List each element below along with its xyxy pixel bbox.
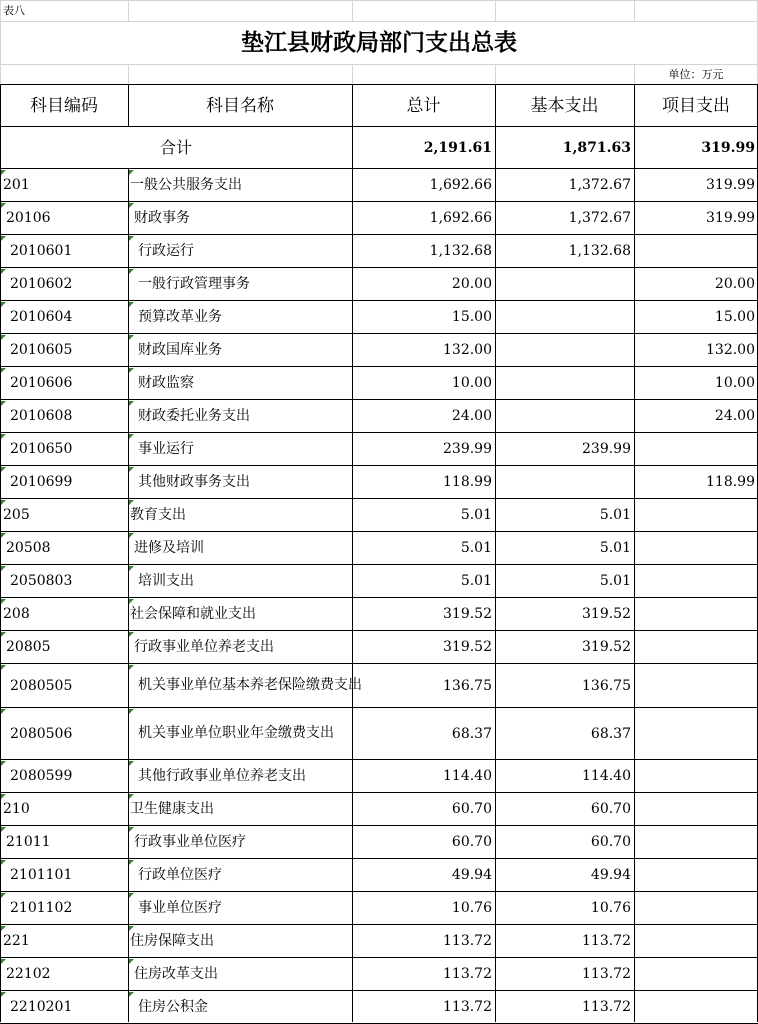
row-basic: 239.99 xyxy=(582,441,631,457)
row-total: 24.00 xyxy=(451,408,492,424)
row-name xyxy=(128,235,362,267)
row-name xyxy=(128,367,362,399)
row-project: 118.99 xyxy=(706,474,755,490)
table-row xyxy=(0,235,758,267)
row-code: 20106 xyxy=(6,210,51,226)
cell-marker-icon xyxy=(129,959,134,964)
row-code: 2101102 xyxy=(10,900,73,916)
row-project: 24.00 xyxy=(714,408,755,424)
cell-marker-icon xyxy=(129,500,134,505)
row-name xyxy=(128,892,362,924)
row-total: 15.00 xyxy=(451,309,492,325)
row-name xyxy=(128,708,362,759)
row-name xyxy=(128,169,354,201)
cell-marker-icon xyxy=(1,236,6,241)
row-project: 15.00 xyxy=(714,309,755,325)
row-name xyxy=(128,859,362,891)
row-basic: 10.76 xyxy=(590,900,631,916)
total-row-project: 319.99 xyxy=(701,140,755,156)
cell-marker-icon xyxy=(129,794,134,799)
row-name xyxy=(128,433,362,465)
table-row xyxy=(0,268,758,300)
table-row xyxy=(0,793,758,825)
row-name-text: 卫生健康支出 xyxy=(130,800,214,817)
row-basic: 5.01 xyxy=(599,573,631,589)
cell-marker-icon xyxy=(1,401,6,406)
row-code: 205 xyxy=(3,507,30,523)
row-code: 2050803 xyxy=(10,573,73,589)
row-project xyxy=(634,958,758,990)
row-code: 2101101 xyxy=(10,867,73,883)
row-code: 221 xyxy=(3,933,30,949)
row-basic xyxy=(495,301,634,333)
row-total: 319.52 xyxy=(443,606,492,622)
row-code: 20508 xyxy=(6,540,51,556)
row-basic xyxy=(495,400,634,432)
table-row xyxy=(0,925,758,957)
row-total: 239.99 xyxy=(443,441,492,457)
row-code: 20805 xyxy=(6,639,51,655)
sheet-note: 表八 xyxy=(3,4,25,17)
row-name xyxy=(128,334,362,366)
row-code: 2010608 xyxy=(10,408,73,424)
row-name xyxy=(128,793,354,825)
row-total: 5.01 xyxy=(460,540,492,556)
cell-marker-icon xyxy=(1,893,6,898)
row-name xyxy=(128,400,362,432)
cell-marker-icon xyxy=(1,599,6,604)
table-row xyxy=(0,499,758,531)
cell-marker-icon xyxy=(129,632,134,637)
row-name-text: 社会保障和就业支出 xyxy=(130,605,256,622)
row-name xyxy=(128,925,354,957)
row-name-text: 事业运行 xyxy=(138,440,194,457)
row-project xyxy=(634,991,758,1023)
row-code: 2010604 xyxy=(10,309,73,325)
cell-marker-icon xyxy=(1,761,6,766)
table-row xyxy=(0,301,758,333)
cell-marker-icon xyxy=(129,665,134,670)
cell-marker-icon xyxy=(1,203,6,208)
cell-marker-icon xyxy=(129,926,134,931)
row-name-text: 住房保障支出 xyxy=(130,932,214,949)
row-project xyxy=(634,760,758,792)
row-total: 60.70 xyxy=(451,801,492,817)
table-row xyxy=(0,760,758,792)
cell-marker-icon xyxy=(129,860,134,865)
table-row xyxy=(0,826,758,858)
row-name-text: 财政监察 xyxy=(138,374,194,391)
row-total: 136.75 xyxy=(443,677,492,694)
cell-marker-icon xyxy=(1,794,6,799)
row-total: 20.00 xyxy=(451,276,492,292)
cell-marker-icon xyxy=(129,368,134,373)
row-name xyxy=(128,565,362,597)
row-total: 1,692.66 xyxy=(429,177,492,193)
cell-marker-icon xyxy=(129,761,134,766)
cell-marker-icon xyxy=(1,632,6,637)
row-basic: 113.72 xyxy=(582,966,631,982)
row-basic: 136.75 xyxy=(582,677,631,694)
row-code: 201 xyxy=(3,177,30,193)
row-name-text: 行政事业单位医疗 xyxy=(134,833,246,850)
header-basic: 基本支出 xyxy=(530,96,599,116)
cell-marker-icon xyxy=(1,566,6,571)
row-name-text: 机关事业单位职业年金缴费支出 xyxy=(138,725,334,741)
row-basic: 1,132.68 xyxy=(568,243,631,259)
cell-marker-icon xyxy=(1,533,6,538)
row-basic: 60.70 xyxy=(590,801,631,817)
cell-marker-icon xyxy=(129,203,134,208)
table-row xyxy=(0,334,758,366)
row-project xyxy=(634,708,758,759)
row-project xyxy=(634,793,758,825)
row-code: 2010601 xyxy=(10,243,73,259)
row-name-text: 预算改革业务 xyxy=(138,308,222,325)
header-code: 科目编码 xyxy=(30,96,98,116)
table-row xyxy=(0,991,758,1023)
row-project xyxy=(634,433,758,465)
row-basic: 113.72 xyxy=(582,933,631,949)
cell-marker-icon xyxy=(1,434,6,439)
header-total: 总计 xyxy=(406,96,441,116)
row-code: 2010602 xyxy=(10,276,73,292)
total-row-label: 合计 xyxy=(159,138,192,157)
row-project: 319.99 xyxy=(706,210,755,226)
row-total: 68.37 xyxy=(451,725,492,742)
row-basic: 319.52 xyxy=(582,639,631,655)
cell-marker-icon xyxy=(1,926,6,931)
row-total: 49.94 xyxy=(451,867,492,883)
row-name xyxy=(128,991,362,1023)
table-row xyxy=(0,664,758,707)
row-name-text: 事业单位医疗 xyxy=(138,899,222,916)
row-total: 5.01 xyxy=(460,507,492,523)
row-name-text: 其他行政事业单位养老支出 xyxy=(138,767,306,784)
row-code: 2080505 xyxy=(10,677,73,694)
row-name-text: 教育支出 xyxy=(130,506,186,523)
row-code: 2080506 xyxy=(10,725,73,742)
row-name-text: 住房公积金 xyxy=(138,998,208,1015)
row-total: 113.72 xyxy=(443,966,492,982)
row-project xyxy=(634,598,758,630)
header-name: 科目名称 xyxy=(206,96,274,116)
table-row xyxy=(0,466,758,498)
cell-marker-icon xyxy=(129,893,134,898)
row-total: 10.00 xyxy=(451,375,492,391)
row-name xyxy=(128,466,362,498)
row-project xyxy=(634,499,758,531)
row-name-text: 机关事业单位基本养老保险缴费支出 xyxy=(138,677,362,693)
cell-marker-icon xyxy=(1,992,6,997)
row-project: 132.00 xyxy=(706,342,755,358)
table-row xyxy=(0,598,758,630)
row-code: 208 xyxy=(3,606,30,622)
cell-marker-icon xyxy=(1,170,6,175)
table-row xyxy=(0,565,758,597)
row-code: 210 xyxy=(3,801,30,817)
row-code: 2080599 xyxy=(10,768,73,784)
row-name-text: 行政单位医疗 xyxy=(138,866,222,883)
row-project: 319.99 xyxy=(706,177,755,193)
row-code: 2010606 xyxy=(10,375,73,391)
row-total: 5.01 xyxy=(460,573,492,589)
cell-marker-icon xyxy=(129,566,134,571)
row-code: 2010650 xyxy=(10,441,73,457)
row-basic: 114.40 xyxy=(582,768,631,784)
row-name-text: 行政事业单位养老支出 xyxy=(134,638,274,655)
unit-label: 单位：万元 xyxy=(668,68,724,81)
row-project xyxy=(634,631,758,663)
row-total: 319.52 xyxy=(443,639,492,655)
row-name-text: 其他财政事务支出 xyxy=(138,473,250,490)
cell-marker-icon xyxy=(1,368,6,373)
row-total: 118.99 xyxy=(443,474,492,490)
table-row xyxy=(0,202,758,234)
cell-marker-icon xyxy=(129,434,134,439)
cell-marker-icon xyxy=(129,467,134,472)
row-basic xyxy=(495,268,634,300)
row-basic xyxy=(495,367,634,399)
cell-marker-icon xyxy=(129,302,134,307)
cell-marker-icon xyxy=(1,335,6,340)
row-code: 21011 xyxy=(6,834,51,850)
row-project xyxy=(634,892,758,924)
row-project: 20.00 xyxy=(714,276,755,292)
row-total: 113.72 xyxy=(443,933,492,949)
row-basic: 49.94 xyxy=(590,867,631,883)
cell-marker-icon xyxy=(129,992,134,997)
row-name-text: 财政委托业务支出 xyxy=(138,407,250,424)
table-row xyxy=(0,958,758,990)
row-project xyxy=(634,532,758,564)
row-name-text: 行政运行 xyxy=(138,242,194,259)
row-name xyxy=(128,958,358,990)
header-project: 项目支出 xyxy=(662,96,730,116)
row-basic xyxy=(495,334,634,366)
table-row xyxy=(0,169,758,201)
row-name xyxy=(128,760,362,792)
row-name-text: 一般行政管理事务 xyxy=(138,275,250,292)
row-project xyxy=(634,826,758,858)
cell-marker-icon xyxy=(1,860,6,865)
row-total: 1,692.66 xyxy=(429,210,492,226)
row-basic: 60.70 xyxy=(590,834,631,850)
cell-marker-icon xyxy=(1,302,6,307)
table-row xyxy=(0,532,758,564)
row-name-text: 培训支出 xyxy=(138,572,194,589)
row-code: 2010699 xyxy=(10,474,73,490)
row-total: 1,132.68 xyxy=(429,243,492,259)
cell-marker-icon xyxy=(1,827,6,832)
total-row-total: 2,191.61 xyxy=(423,140,492,156)
table-row xyxy=(0,367,758,399)
cell-marker-icon xyxy=(1,959,6,964)
row-code: 22102 xyxy=(6,966,51,982)
row-project: 10.00 xyxy=(714,375,755,391)
row-basic: 319.52 xyxy=(582,606,631,622)
cell-marker-icon xyxy=(129,599,134,604)
row-name xyxy=(128,532,358,564)
row-total: 132.00 xyxy=(443,342,492,358)
row-name xyxy=(128,631,358,663)
cell-marker-icon xyxy=(129,236,134,241)
row-basic: 1,372.67 xyxy=(568,210,631,226)
cell-marker-icon xyxy=(1,269,6,274)
row-basic: 5.01 xyxy=(599,540,631,556)
row-name xyxy=(128,301,362,333)
row-name-text: 住房改革支出 xyxy=(134,965,218,982)
cell-marker-icon xyxy=(129,335,134,340)
table-row xyxy=(0,708,758,759)
row-project xyxy=(634,235,758,267)
row-project xyxy=(634,925,758,957)
row-basic: 1,372.67 xyxy=(568,177,631,193)
cell-marker-icon xyxy=(1,709,6,714)
total-row-basic: 1,871.63 xyxy=(562,140,631,156)
row-name xyxy=(128,664,362,707)
table-row xyxy=(0,400,758,432)
cell-marker-icon xyxy=(129,709,134,714)
cell-marker-icon xyxy=(1,500,6,505)
table-row xyxy=(0,433,758,465)
table-row xyxy=(0,892,758,924)
cell-marker-icon xyxy=(129,401,134,406)
row-name xyxy=(128,202,358,234)
row-basic: 113.72 xyxy=(582,999,631,1015)
row-total: 114.40 xyxy=(443,768,492,784)
row-name xyxy=(128,598,354,630)
row-name xyxy=(128,826,358,858)
cell-marker-icon xyxy=(129,170,134,175)
row-name xyxy=(128,268,362,300)
table-row xyxy=(0,859,758,891)
row-total: 10.76 xyxy=(451,900,492,916)
row-basic: 68.37 xyxy=(590,725,631,742)
row-total: 60.70 xyxy=(451,834,492,850)
page-title: 垫江县财政局部门支出总表 xyxy=(241,29,517,56)
row-name-text: 进修及培训 xyxy=(134,539,204,556)
row-code: 2210201 xyxy=(10,999,73,1015)
table-row xyxy=(0,631,758,663)
row-name-text: 财政事务 xyxy=(134,209,190,226)
cell-marker-icon xyxy=(129,269,134,274)
cell-marker-icon xyxy=(1,467,6,472)
row-name-text: 一般公共服务支出 xyxy=(130,176,242,193)
row-project xyxy=(634,565,758,597)
row-name-text: 财政国库业务 xyxy=(138,341,222,358)
cell-marker-icon xyxy=(129,533,134,538)
cell-marker-icon xyxy=(1,665,6,670)
row-code: 2010605 xyxy=(10,342,73,358)
row-basic: 5.01 xyxy=(599,507,631,523)
row-total: 113.72 xyxy=(443,999,492,1015)
row-name xyxy=(128,499,354,531)
row-project xyxy=(634,664,758,707)
row-project xyxy=(634,859,758,891)
cell-marker-icon xyxy=(129,827,134,832)
row-basic xyxy=(495,466,634,498)
